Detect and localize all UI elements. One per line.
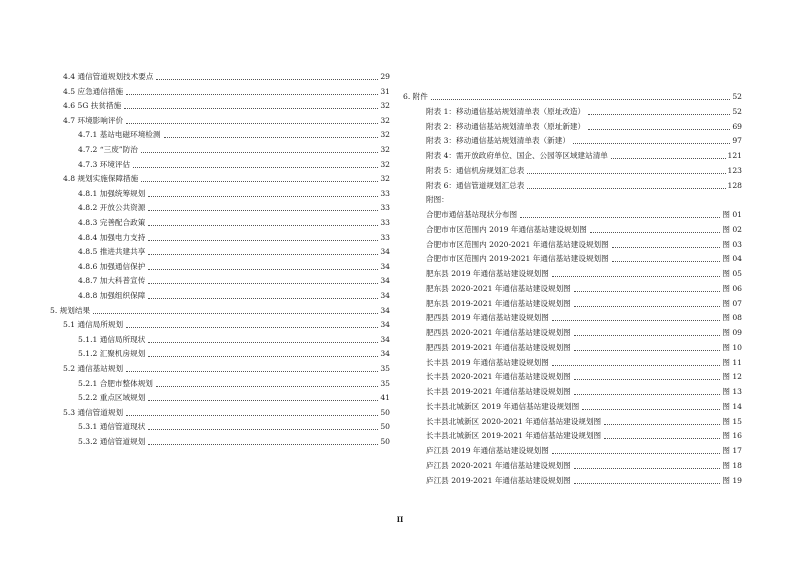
toc-entry-label: 长丰县 2020-2021 年通信基站建设规划图 (426, 372, 571, 382)
dot-leader (574, 468, 721, 469)
toc-entry-page: 34 (380, 261, 390, 271)
toc-entry-page: 33 (380, 203, 390, 213)
toc-entry-page: 123 (727, 165, 742, 175)
toc-entry-page: 35 (380, 378, 390, 388)
toc-entry-page: 31 (380, 86, 390, 96)
toc-entry-page: 97 (732, 136, 742, 146)
toc-entry[interactable] (426, 252, 742, 266)
toc-entry-page: 69 (732, 121, 742, 131)
dot-leader (148, 298, 378, 299)
toc-entry-page: 32 (380, 115, 390, 125)
toc-entry-label: 4.7 环境影响评价 (63, 115, 124, 125)
toc-entry-page: 34 (380, 305, 390, 315)
dot-leader (148, 429, 378, 430)
toc-entry-label: 5. 规划结果 (50, 305, 91, 315)
toc-entry-label: 5.3.2 通信管道规划 (78, 437, 146, 446)
dot-leader (164, 137, 379, 138)
toc-entry[interactable] (78, 347, 390, 361)
dot-leader (148, 240, 378, 241)
dot-leader (126, 94, 378, 95)
toc-entry-label: 4.4 通信管道规划技术要点 (63, 72, 154, 81)
dot-leader (612, 247, 721, 248)
toc-entry-label: 4.7.1 基站电磁环境检测 (78, 130, 161, 140)
toc-entry[interactable] (78, 420, 390, 434)
toc-entry-page: 32 (380, 159, 390, 169)
dot-leader (148, 269, 378, 270)
toc-entry[interactable] (426, 341, 742, 355)
toc-entry-label: 6. 附件 (403, 92, 428, 101)
dot-leader (148, 196, 378, 197)
toc-entry[interactable] (426, 385, 742, 399)
toc-entry-page: 34 (380, 276, 390, 286)
dot-leader (148, 444, 378, 445)
toc-entry-label: 肥西县 2020-2021 年通信基站建设规划图 (426, 328, 571, 337)
toc-entry[interactable] (426, 370, 742, 384)
toc-entry-label: 4.8.8 加强组织保障 (78, 291, 146, 300)
toc-entry-label: 4.8.6 加强通信保护 (78, 261, 146, 271)
toc-entry-label: 5.3.1 通信管道现状 (78, 422, 146, 432)
toc-entry[interactable] (426, 297, 742, 311)
toc-entry-page: 图 12 (722, 372, 742, 382)
toc-entry-label: 附表 3：移动通信基站规划清单表（新建） (426, 136, 570, 146)
toc-entry-label: 附图： (426, 195, 449, 205)
toc-entry-page: 32 (380, 101, 390, 111)
dot-leader (552, 365, 720, 366)
toc-entry-page: 33 (380, 188, 390, 198)
toc-entry-page: 图 18 (722, 460, 742, 470)
dot-leader (148, 225, 378, 226)
toc-entry[interactable] (78, 289, 390, 303)
toc-entry-label: 4.8.5 推进共建共享 (78, 247, 146, 257)
toc-entry-page: 34 (380, 291, 390, 300)
toc-entry[interactable] (426, 120, 742, 134)
toc-entry[interactable] (426, 105, 742, 119)
toc-entry[interactable] (78, 128, 390, 142)
toc-entry[interactable] (63, 85, 390, 99)
toc-entry[interactable] (63, 172, 390, 186)
toc-entry-label: 合肥市通信基站现状分布图 (426, 210, 518, 219)
toc-entry-page: 121 (727, 151, 742, 160)
toc-entry-label: 肥东县 2019-2021 年通信基站建设规划图 (426, 298, 571, 308)
toc-entry-label: 肥东县 2020-2021 年通信基站建设规划图 (426, 283, 571, 293)
dot-leader (574, 379, 721, 380)
toc-entry[interactable] (63, 114, 390, 128)
dot-leader (148, 400, 378, 401)
toc-entry-label: 长丰县北城新区 2019 年通信基站建设规划图 (426, 401, 580, 411)
dot-leader (574, 306, 721, 307)
toc-entry-label: 庐江县 2019-2021 年通信基站建设规划图 (426, 475, 571, 485)
dot-leader (588, 129, 730, 130)
toc-entry[interactable] (63, 362, 390, 376)
dot-leader (148, 342, 378, 343)
toc-entry-label: 庐江县 2020-2021 年通信基站建设规划图 (426, 460, 571, 470)
toc-entry-page: 图 11 (722, 357, 742, 367)
toc-entry[interactable] (63, 406, 390, 420)
toc-entry[interactable] (78, 435, 390, 449)
toc-entry[interactable] (78, 187, 390, 201)
toc-entry-label: 长丰县 2019 年通信基站建设规划图 (426, 357, 549, 367)
dot-leader (148, 210, 378, 211)
toc-entry-label: 5.3 通信管道规划 (63, 407, 124, 417)
toc-entry-label: 4.8 规划实施保障措施 (63, 174, 139, 184)
toc-entry-label: 5.2.2 重点区域规划 (78, 393, 146, 403)
toc-entry[interactable] (426, 326, 742, 340)
toc-entry-label: 附表 5：通信机房规划汇总表 (426, 165, 525, 175)
dot-leader (126, 123, 378, 124)
toc-entry[interactable] (78, 143, 390, 157)
dot-leader (148, 254, 378, 255)
toc-entry[interactable] (78, 216, 390, 230)
dot-leader (527, 188, 725, 189)
page-number: II (396, 515, 404, 524)
toc-entry[interactable] (78, 245, 390, 259)
dot-leader (574, 350, 721, 351)
dot-leader (611, 158, 726, 159)
dot-leader (93, 313, 378, 314)
toc-entry[interactable] (426, 356, 742, 370)
dot-leader (520, 217, 720, 218)
dot-leader (574, 394, 721, 395)
toc-entry[interactable] (78, 158, 390, 172)
toc-entry-label: 附表 2：移动通信基站规划清单表（原址新建） (426, 121, 586, 131)
toc-entry[interactable] (426, 223, 742, 237)
toc-entry-label: 长丰县 2019-2021 年通信基站建设规划图 (426, 387, 571, 396)
toc-entry-label: 4.7.3 环境评估 (78, 159, 131, 169)
toc-entry-page: 图 16 (722, 431, 742, 441)
toc-entry-label: 4.8.4 加强电力支持 (78, 232, 146, 242)
toc-entry[interactable] (426, 193, 742, 207)
toc-entry-label: 长丰县北城新区 2020-2021 年通信基站建设规划图 (426, 416, 602, 426)
toc-entry-page: 图 02 (722, 224, 742, 234)
toc-entry[interactable] (426, 311, 742, 325)
toc-entry-page: 52 (732, 92, 742, 101)
toc-entry-label: 附表 1：移动通信基站规划清单表（原址改造） (426, 106, 586, 116)
toc-entry-label: 合肥市市区范围内 2020-2021 年通信基站建设规划图 (426, 239, 609, 249)
toc-entry-page: 图 03 (722, 239, 742, 249)
toc-entry-label: 肥西县 2019-2021 年通信基站建设规划图 (426, 342, 571, 352)
toc-entry-page: 图 09 (722, 328, 742, 337)
dot-leader (527, 173, 725, 174)
toc-entry-page: 33 (380, 232, 390, 242)
toc-entry[interactable] (63, 318, 390, 332)
toc-entry[interactable] (426, 429, 742, 443)
dot-leader (574, 335, 721, 336)
toc-entry-label: 5.2 通信基站规划 (63, 364, 124, 373)
toc-entry[interactable] (426, 134, 742, 148)
toc-entry-page: 32 (380, 130, 390, 140)
toc-entry-label: 肥东县 2019 年通信基站建设规划图 (426, 269, 549, 278)
toc-entry[interactable] (78, 274, 390, 288)
dot-leader (126, 327, 378, 328)
toc-entry-page: 34 (380, 334, 390, 344)
toc-entry[interactable] (78, 377, 390, 391)
toc-entry[interactable] (426, 400, 742, 414)
dot-leader (552, 453, 720, 454)
toc-entry-page: 图 19 (722, 475, 742, 485)
dot-leader (582, 409, 720, 410)
dot-leader (126, 415, 378, 416)
dot-leader (604, 424, 720, 425)
dot-leader (612, 261, 721, 262)
dot-leader (588, 114, 730, 115)
toc-entry-page: 35 (380, 364, 390, 373)
toc-entry[interactable] (78, 260, 390, 274)
toc-entry[interactable] (426, 415, 742, 429)
toc-entry-label: 附表 6：通信管道规划汇总表 (426, 180, 525, 190)
dot-leader (574, 483, 721, 484)
toc-entry[interactable] (63, 99, 390, 113)
toc-entry-label: 4.8.7 加大科普宣传 (78, 276, 146, 286)
toc-entry-page: 图 07 (722, 298, 742, 308)
toc-entry[interactable] (426, 459, 742, 473)
toc-entry-page: 50 (380, 422, 390, 432)
toc-entry[interactable] (78, 201, 390, 215)
dot-leader (156, 386, 378, 387)
toc-entry-page: 图 13 (722, 387, 742, 396)
toc-entry-page: 50 (380, 407, 390, 417)
toc-entry-label: 庐江县 2019 年通信基站建设规划图 (426, 446, 549, 455)
dot-leader (590, 232, 720, 233)
dot-leader (126, 371, 378, 372)
toc-entry-page: 图 04 (722, 254, 742, 264)
toc-entry-label: 肥西县 2019 年通信基站建设规划图 (426, 313, 549, 323)
toc-entry-page: 图 14 (722, 401, 742, 411)
toc-entry-page: 52 (732, 106, 742, 116)
toc-entry[interactable] (426, 179, 742, 193)
dot-leader (156, 79, 378, 80)
dot-leader (431, 99, 730, 100)
dot-leader (574, 291, 721, 292)
toc-entry-page: 29 (380, 72, 390, 81)
toc-entry-label: 5.1 通信局所规划 (63, 320, 124, 330)
dot-leader (141, 152, 378, 153)
toc-entry[interactable] (426, 267, 742, 281)
dot-leader (148, 356, 378, 357)
toc-entry-page: 图 08 (722, 313, 742, 323)
toc-entry-label: 4.8.3 完善配合政策 (78, 218, 146, 227)
toc-entry-page: 图 05 (722, 269, 742, 278)
toc-entry-page: 32 (380, 174, 390, 184)
toc-entry-label: 合肥市市区范围内 2019 年通信基站建设规划图 (426, 224, 587, 234)
toc-entry[interactable] (50, 304, 390, 318)
toc-entry-page: 128 (727, 180, 742, 190)
toc-entry-label: 4.8.2 开放公共资源 (78, 203, 146, 213)
dot-leader (604, 438, 720, 439)
toc-entry-page: 图 15 (722, 416, 742, 426)
toc-entry-label: 5.1.1 通信局所现状 (78, 334, 146, 344)
toc-entry[interactable] (78, 391, 390, 405)
toc-entry[interactable] (78, 231, 390, 245)
dot-leader (124, 108, 378, 109)
toc-entry-page: 图 01 (722, 210, 742, 219)
toc-entry-label: 4.5 应急通信措施 (63, 86, 124, 96)
dot-leader (552, 320, 720, 321)
toc-entry[interactable] (426, 238, 742, 252)
toc-entry[interactable] (63, 70, 390, 84)
toc-entry-label: 附表 4：需开放政府单位、国企、公园等区域建站清单 (426, 151, 608, 160)
dot-leader (552, 276, 720, 277)
toc-entry-page: 33 (380, 218, 390, 227)
toc-entry-page: 图 06 (722, 283, 742, 293)
dot-leader (141, 181, 378, 182)
toc-entry[interactable] (426, 444, 742, 458)
toc-entry[interactable] (426, 474, 742, 488)
toc-entry-label: 4.8.1 加强统筹规划 (78, 188, 146, 198)
toc-entry[interactable] (78, 333, 390, 347)
toc-entry-page: 34 (380, 349, 390, 359)
dot-leader (148, 283, 378, 284)
toc-entry-page: 图 10 (722, 342, 742, 352)
dot-leader (133, 167, 378, 168)
toc-entry-label: 5.2.1 合肥市整体规划 (78, 378, 153, 388)
toc-entry-label: 5.1.2 汇聚机房规划 (78, 349, 146, 359)
toc-entry-page: 50 (380, 437, 390, 446)
toc-entry[interactable] (403, 90, 742, 104)
toc-entry[interactable] (426, 282, 742, 296)
toc-entry[interactable] (426, 149, 742, 163)
toc-entry[interactable] (426, 208, 742, 222)
toc-entry-label: 合肥市市区范围内 2019-2021 年通信基站建设规划图 (426, 254, 609, 264)
toc-entry-label: 长丰县北城新区 2019-2021 年通信基站建设规划图 (426, 431, 602, 441)
toc-entry-label: 4.7.2 “三废”防治 (78, 145, 138, 154)
toc-entry-page: 41 (380, 393, 390, 403)
toc-entry-label: 4.6 5G 扶贫措施 (63, 101, 122, 111)
toc-entry-page: 34 (380, 320, 390, 330)
toc-entry-page: 图 17 (722, 446, 742, 455)
toc-entry-page: 34 (380, 247, 390, 257)
dot-leader (573, 143, 730, 144)
toc-entry-page: 32 (380, 145, 390, 154)
toc-entry[interactable] (426, 164, 742, 178)
